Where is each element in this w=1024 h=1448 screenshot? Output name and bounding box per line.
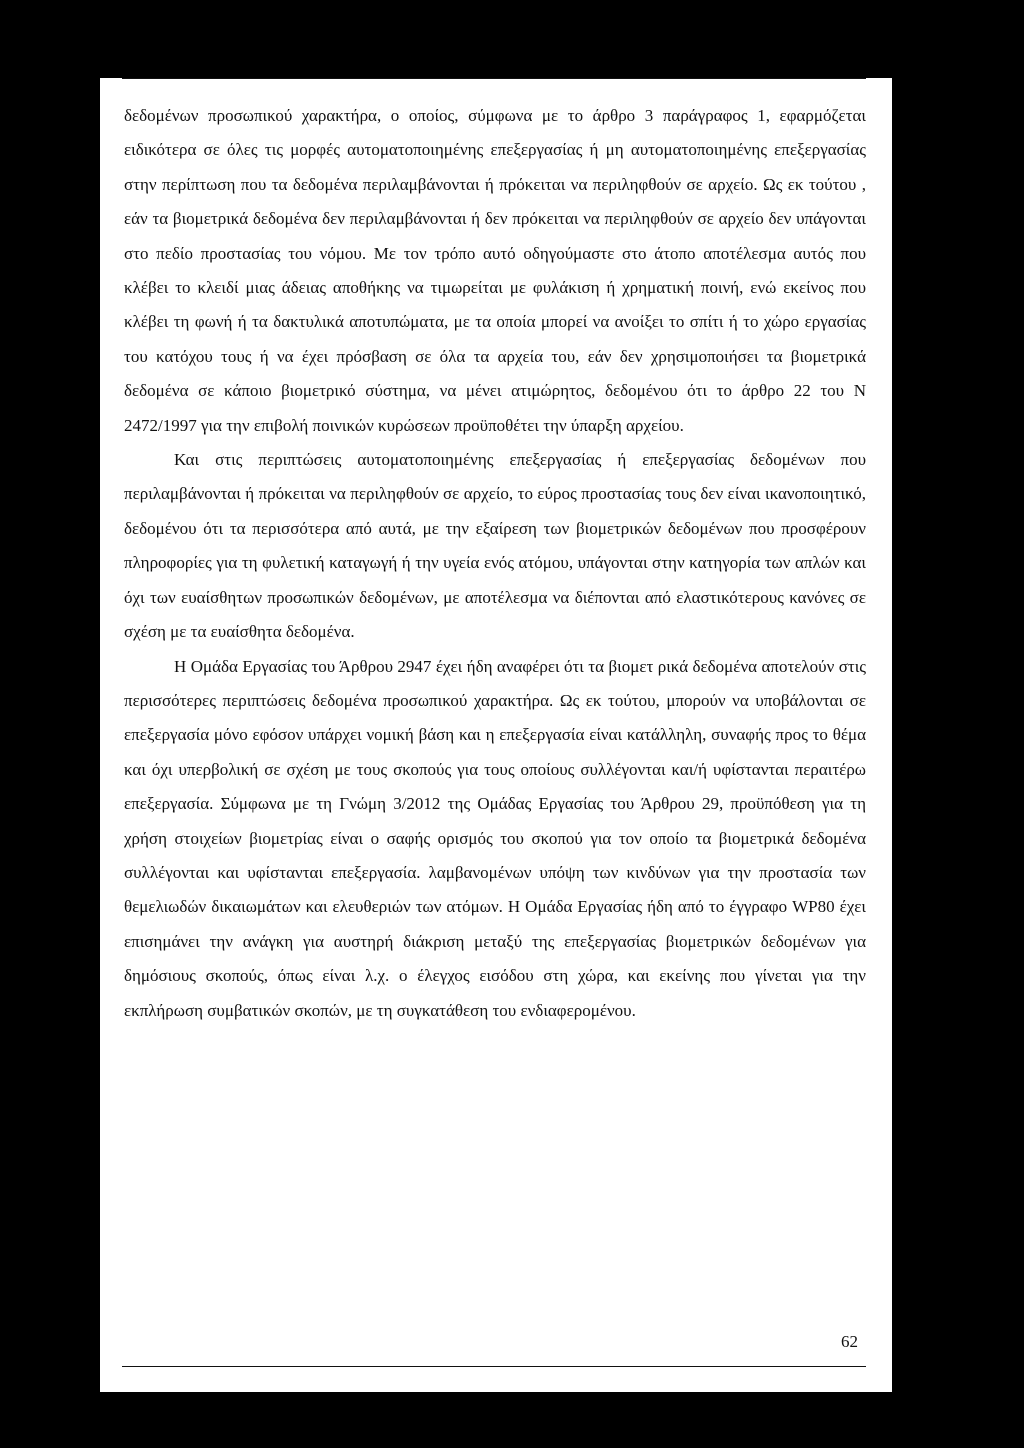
footer-rule — [122, 1366, 866, 1367]
paragraph-1: δεδομένων προσωπικού χαρακτήρα, ο οποίος, σύμφωνα με το άρθρο 3 παράγραφος 1, εφαρμόζεται ειδικότερα σε όλες τις μορφές αυτοματοποιημένης επεξεργασίας ή μη αυτοματοποιημένης επεξεργασίας στην περίπτωση που τα δεδομένα περιλαμβάνονται ή πρόκειται να περιληφθούν σε αρχείο. Ως εκ τούτου , εάν τα βιομετρικά δεδομένα δεν περιλαμβάνονται ή δεν πρόκειται να περιληφθούν σε αρχείο δεν υπάγονται στο πεδίο προστασίας του νόμου. Με τον τρόπο αυτό οδηγούμαστε στο άτοπο αποτέλεσμα αυτός που κλέβει το κλειδί μιας άδειας αποθήκης να τιμωρείται με φυλάκιση ή χρηματική ποινή, ενώ εκείνος που κλέβει τη φωνή ή τα δακτυλικά αποτυπώματα, με τα οποία μπορεί να ανοίξει το σπίτι ή το χώρο εργασίας του κατόχου τους ή να έχει πρόσβαση σε όλα τα αρχεία του, εάν δεν χρησιμοποιήσει τα βιομετρικά δεδομένα σε κάποιο βιομετρικό σύστημα, να μένει ατιμώρητος, δεδομένου ότι το άρθρο 22 του Ν 2472/1997 για την επιβολή ποινικών κυρώσεων προϋποθέτει την ύπαρξη αρχείου. — [124, 106, 866, 435]
paragraph-2: Και στις περιπτώσεις αυτοματοποιημένης επεξεργασίας ή επεξεργασίας δεδομένων που περιλαμβάνονται ή πρόκειται να περιληφθούν σε αρχείο, το εύρος προστασίας τους δεν είναι ικανοποιητικό, δεδομένου ότι τα περισσότερα από αυτά, με την εξαίρεση των βιομετρικών δεδομένων που προσφέρουν πληροφορίες για τη φυλετική καταγωγή ή την υγεία ενός ατόμου, υπάγονται στην κατηγορία των απλών και όχι των ευαίσθητων προσωπικών δεδομένων, με αποτέλεσμα να διέπονται από ελαστικότερους κανόνες σε σχέση με τα ευαίσθητα δεδομένα. — [124, 450, 866, 642]
document-page — [100, 78, 892, 1392]
header-rule — [122, 78, 866, 79]
body-text — [124, 99, 866, 1028]
paragraph-3: Η Ομάδα Εργασίας του Άρθρου 2947 έχει ήδη αναφέρει ότι τα βιομετ ρικά δεδομένα αποτελούν στις περισσότερες περιπτώσεις δεδομένα προσωπικού χαρακτήρα. Ως εκ τούτου, μπορούν να υποβάλονται σε επεξεργασία μόνο εφόσον υπάρχει νομική βάση και η επεξεργασία είναι κατάλληλη, συναφής προς το θέμα και όχι υπερβολική σε σχέση με τους σκοπούς για τους οποίους συλλέγονται και/ή υφίστανται περαιτέρω επεξεργασία. Σύμφωνα με τη Γνώμη 3/2012 της Ομάδας Εργασίας του Άρθρου 29, προϋπόθεση για τη χρήση στοιχείων βιομετρίας είναι ο σαφής ορισμός του σκοπού για τον οποίο τα βιομετρικά δεδομένα συλλέγονται και υφίστανται επεξεργασία. λαμβανομένων υπόψη των κινδύνων για την προστασία των θεμελιωδών δικαιωμάτων και ελευθεριών των ατόμων. Η Ομάδα Εργασίας ήδη από το έγγραφο WP80 έχει επισημάνει την ανάγκη για αυστηρή διάκριση μεταξύ της επεξεργασίας βιομετρικών δεδομένων για δημόσιους σκοπούς, όπως είναι λ.χ. ο έλεγχος εισόδου στη χώρα, και εκείνης που γίνεται για την εκπλήρωση συμβατικών σκοπών, με τη συγκατάθεση του ενδιαφερομένου. — [124, 656, 866, 1020]
page-number: 62 — [841, 1332, 858, 1351]
